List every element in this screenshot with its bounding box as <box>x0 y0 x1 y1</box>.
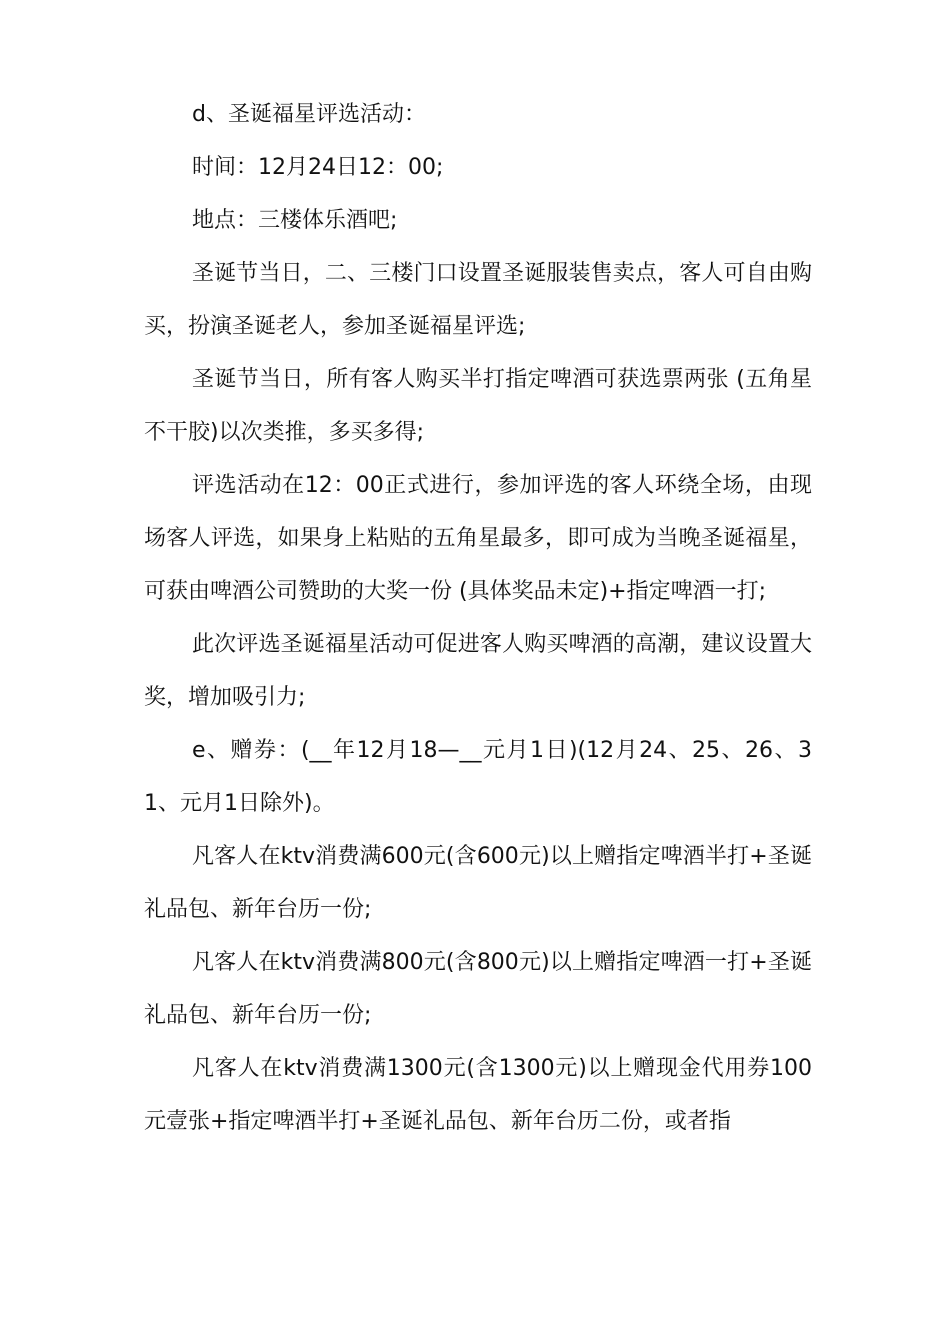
paragraph-4: 圣诞节当日，二、三楼门口设置圣诞服装售卖点，客人可自由购买，扮演圣诞老人，参加圣诞福星评选; <box>144 261 812 339</box>
paragraph-10: 凡客人在ktv消费满800元(含800元)以上赠指定啤酒一打+圣诞礼品包、新年台历一份; <box>144 950 812 1028</box>
paragraph-2: 时间：12月24日12：00; <box>192 155 444 180</box>
paragraph-9: 凡客人在ktv消费满600元(含600元)以上赠指定啤酒半打+圣诞礼品包、新年台历一份; <box>144 844 812 922</box>
paragraph-8: e、赠券：(__年12月18—__元月1日)(12月24、25、26、31、元月1日除外)。 <box>144 738 812 816</box>
document-body <box>144 88 812 1148</box>
paragraph-11: 凡客人在ktv消费满1300元(含1300元)以上赠现金代用券100元壹张+指定啤酒半打+圣诞礼品包、新年台历二份，或者指 <box>144 1056 812 1134</box>
paragraph-3: 地点：三楼体乐酒吧; <box>192 208 398 233</box>
paragraph-1: d、圣诞福星评选活动： <box>192 102 426 127</box>
paragraph-7: 此次评选圣诞福星活动可促进客人购买啤酒的高潮，建议设置大奖，增加吸引力; <box>144 632 812 710</box>
paragraph-5: 圣诞节当日，所有客人购买半打指定啤酒可获选票两张 (五角星不干胶)以次类推，多买多得; <box>144 367 812 445</box>
paragraph-6: 评选活动在12：00正式进行，参加评选的客人环绕全场，由现场客人评选，如果身上粘贴的五角星最多，即可成为当晚圣诞福星，可获由啤酒公司赞助的大奖一份 (具体奖品未定)+指定啤酒一打; <box>144 473 812 604</box>
